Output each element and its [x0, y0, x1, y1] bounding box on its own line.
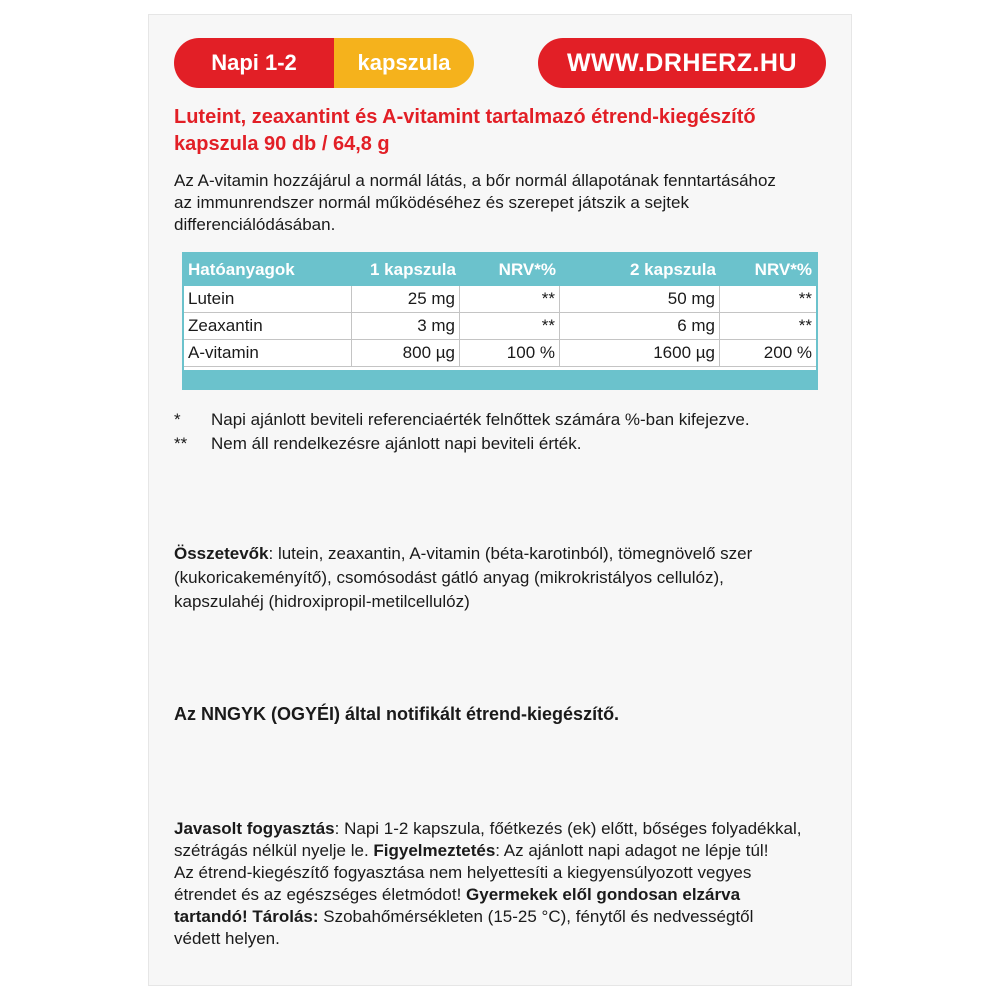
table-row	[184, 340, 816, 367]
dose-pill-left: Napi 1-2	[174, 38, 334, 88]
usage-text	[174, 818, 834, 950]
header-cell: NRV*%	[754, 260, 812, 279]
table-cell: **	[460, 286, 560, 312]
ingredients-label: Összetevők	[174, 544, 269, 563]
usage-text-span: szétrágás nélkül nyelje le.	[174, 841, 374, 860]
table-cell: 50 mg	[560, 286, 720, 312]
usage-line: Az étrend-kiegészítő fogyasztása nem helyettesíti a kiegyensúlyozott vegyes	[174, 863, 752, 882]
table-cell: 6 mg	[560, 313, 720, 339]
table-cell: 3 mg	[352, 313, 460, 339]
header-cell: Hatóanyagok	[188, 260, 295, 279]
dose-pill	[174, 38, 474, 88]
table-cell: Lutein	[184, 286, 352, 312]
storage-label: tartandó! Tárolás:	[174, 907, 319, 926]
table-cell: Zeaxantin	[184, 313, 352, 339]
usage-line: védett helyen.	[174, 929, 280, 948]
nutrient-table	[182, 252, 818, 390]
table-cell: **	[798, 316, 812, 335]
table-row	[184, 286, 816, 313]
product-title	[174, 104, 834, 158]
ingredients-line: kapszulahéj (hidroxipropil-metilcellulóz)	[174, 592, 470, 611]
ingredients-line-text: : lutein, zeaxantin, A-vitamin (béta-karotinból), tömegnövelő szer	[268, 544, 753, 563]
usage-line	[174, 840, 834, 862]
table-cell: 1600 µg	[560, 340, 720, 366]
product-title-line: kapszula 90 db / 64,8 g	[174, 133, 390, 155]
usage-line	[174, 906, 834, 928]
footnotes	[174, 408, 834, 456]
footnote-mark: **	[174, 434, 188, 453]
usage-line	[174, 818, 834, 840]
footnote-mark: *	[174, 410, 181, 429]
intro-line: Az A-vitamin hozzájárul a normál látás, a bőr normál állapotának fenntartásához	[174, 171, 776, 190]
header-cell: 2 kapszula	[630, 260, 716, 279]
warning-label: Figyelmeztetés	[373, 841, 496, 860]
usage-text-span: : Az ajánlott napi adagot ne lépje túl!	[495, 841, 769, 860]
usage-text-span: étrendet és az egészséges életmódot!	[174, 885, 467, 904]
intro-text	[174, 170, 834, 236]
table-cell: 200 %	[763, 343, 812, 362]
usage-line	[174, 884, 834, 906]
header-cell: NRV*%	[498, 260, 556, 279]
footnote-text: Napi ajánlott beviteli referenciaérték felnőttek számára %-ban kifejezve.	[211, 410, 750, 429]
table-cell: 800 µg	[352, 340, 460, 366]
table-footer-band	[184, 370, 816, 388]
table-cell: **	[460, 313, 560, 339]
usage-text-span: Szobahőmérsékleten (15-25 °C), fénytől és nedvességtől	[318, 907, 754, 926]
intro-line: az immunrendszer normál működéséhez és szerepet játszik a sejtek	[174, 193, 689, 212]
ingredients-line: (kukoricakeményítő), csomósodást gátló anyag (mikrokristályos cellulóz),	[174, 568, 724, 587]
usage-label: Javasolt fogyasztás	[174, 819, 335, 838]
table-cell: A-vitamin	[184, 340, 352, 366]
product-title-line: Luteint, zeaxantint és A-vitamint tartalmazó étrend-kiegészítő	[174, 106, 756, 128]
footnote	[174, 432, 834, 456]
table-cell: **	[798, 289, 812, 308]
intro-line: differenciálódásában.	[174, 215, 336, 234]
ingredients-text	[174, 542, 834, 614]
table-cell: 100 %	[460, 340, 560, 366]
table-cell: 25 mg	[352, 286, 460, 312]
notification-statement: Az NNGYK (OGYÉI) által notifikált étrend-kiegészítő.	[174, 704, 620, 724]
website-pill: WWW.DRHERZ.HU	[538, 38, 826, 88]
footnote-text: Nem áll rendelkezésre ajánlott napi beviteli érték.	[211, 434, 582, 453]
footnote	[174, 408, 834, 432]
header-cell: 1 kapszula	[370, 260, 456, 279]
table-header	[184, 254, 816, 286]
children-warning-label: Gyermekek elől gondosan elzárva	[466, 885, 741, 904]
dose-pill-right: kapszula	[334, 38, 474, 88]
ingredients-line	[174, 542, 834, 566]
usage-text-span: : Napi 1-2 kapszula, főétkezés (ek) előtt, bőséges folyadékkal,	[334, 819, 802, 838]
table-row	[184, 313, 816, 340]
